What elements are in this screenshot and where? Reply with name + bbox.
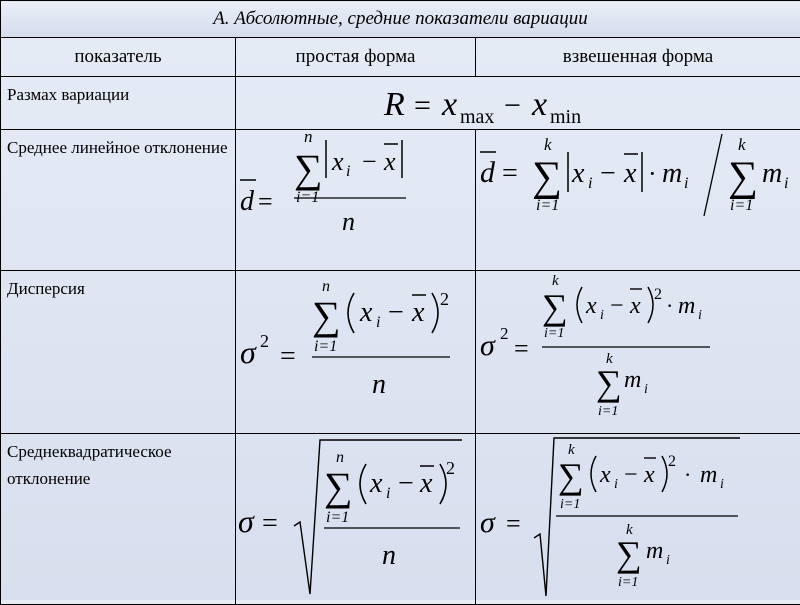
- ds-lower: i=1: [314, 338, 337, 355]
- sqrt-radical: [294, 440, 462, 594]
- ds-den: n: [372, 369, 386, 400]
- dw-m: m: [678, 293, 695, 319]
- range-max: max: [460, 106, 494, 128]
- lin-xbar: x: [383, 147, 396, 176]
- paren-left: [348, 293, 354, 333]
- formula-variance-simple-cell: [236, 271, 476, 434]
- ss-i: i: [386, 485, 390, 502]
- lw-mi2: i: [784, 175, 788, 192]
- dw-m2: m: [624, 367, 641, 393]
- paren-right: [662, 456, 667, 492]
- lw-i: i: [588, 175, 592, 192]
- ss-minus: −: [398, 468, 414, 499]
- ds-x: x: [359, 297, 373, 328]
- row-label-standard-deviation: Среднеквадратическое отклонение: [1, 434, 236, 605]
- dw-sigma: σ: [480, 329, 496, 362]
- sw-m: m: [700, 462, 717, 488]
- paren-left: [577, 287, 582, 323]
- dw-mi: i: [698, 308, 702, 323]
- formula-range-cell: [236, 77, 800, 130]
- lw-sum2: ∑: [728, 154, 758, 200]
- dw-minus: −: [610, 293, 624, 319]
- dw-x: x: [585, 293, 597, 319]
- lin-lower: i=1: [296, 189, 319, 206]
- ds-eq: =: [280, 341, 296, 372]
- ds-sum: ∑: [312, 293, 341, 338]
- sw-eq: =: [506, 509, 521, 538]
- formula-linear-simple-cell: [236, 130, 476, 271]
- lin-sum: ∑: [294, 146, 323, 191]
- dw-xbar: x: [629, 293, 641, 319]
- formula-std-simple: [236, 434, 476, 604]
- lin-i: i: [346, 163, 350, 180]
- lw-sum: ∑: [532, 154, 562, 200]
- dw-sum: ∑: [542, 287, 568, 327]
- formula-std-simple-cell: [236, 434, 476, 605]
- ss-den: n: [382, 540, 396, 571]
- lw-eq: =: [502, 158, 518, 189]
- header-weighted-form: взвешенная форма: [476, 38, 800, 77]
- row-label-range: Размах вариации: [1, 77, 236, 130]
- dw-dot: ·: [666, 293, 673, 318]
- sw-lower2: i=1: [618, 575, 638, 590]
- lw-dot: ·: [648, 159, 657, 188]
- lw-upper: k: [544, 135, 552, 154]
- range-x-min: x: [531, 86, 547, 123]
- ds-sigma: σ: [240, 334, 257, 370]
- sw-lower: i=1: [560, 497, 580, 512]
- header-simple-form: простая форма: [236, 38, 476, 77]
- sw-m2: m: [646, 538, 663, 564]
- lw-d: d: [480, 156, 496, 189]
- formula-linear-weighted-cell: [476, 130, 800, 271]
- ds-pow: 2: [440, 289, 449, 309]
- dw-upper: k: [552, 273, 559, 289]
- ss-sigma-text: σ: [238, 503, 255, 539]
- sw-pow: 2: [668, 453, 676, 470]
- lw-x: x: [571, 158, 585, 189]
- range-x-max: x: [441, 86, 457, 123]
- ss-sum: ∑: [324, 464, 353, 509]
- formula-variance-weighted-cell: [476, 271, 800, 434]
- row-label-linear-deviation: Среднее линейное отклонение: [1, 130, 236, 271]
- lw-m: m: [662, 158, 682, 189]
- formula-std-weighted-cell: [476, 434, 800, 605]
- sw-xbar: x: [643, 462, 655, 488]
- range-min: min: [550, 106, 581, 128]
- sw-minus: −: [624, 462, 638, 488]
- dw-sq: 2: [500, 324, 509, 343]
- sw-upper: k: [568, 442, 575, 458]
- sw-sigma: σ: [480, 506, 496, 539]
- lw-mi: i: [684, 175, 688, 192]
- sw-i: i: [614, 477, 618, 492]
- lin-d: d: [240, 186, 255, 217]
- row-label-variance: Дисперсия: [1, 271, 236, 434]
- formula-variance-simple: [236, 271, 476, 433]
- ss-xbar: x: [419, 468, 433, 499]
- lw-lower: i=1: [536, 197, 559, 214]
- lin-minus: −: [362, 147, 377, 176]
- dw-i: i: [600, 308, 604, 323]
- formula-range: [236, 77, 799, 129]
- sw-sum2: ∑: [616, 534, 642, 574]
- dw-lower2: i=1: [598, 404, 618, 419]
- lin-xi: x: [331, 147, 344, 176]
- division-slash: [704, 134, 722, 216]
- ss-eq: =: [262, 508, 278, 539]
- dw-sum2: ∑: [596, 363, 622, 403]
- lw-m2: m: [762, 158, 782, 189]
- dw-pow: 2: [654, 286, 662, 303]
- sw-mi2: i: [666, 553, 670, 568]
- sw-x: x: [599, 462, 611, 488]
- sw-dot: ·: [684, 462, 691, 487]
- ss-lower: i=1: [326, 509, 349, 526]
- table-title: А. Абсолютные, средние показатели вариации: [1, 1, 800, 38]
- paren-left: [360, 464, 366, 504]
- paren-right: [432, 293, 438, 333]
- formula-linear-simple: [236, 130, 476, 270]
- formula-std-weighted: [476, 434, 800, 604]
- dw-upper2: k: [606, 351, 613, 367]
- ds-i: i: [376, 314, 380, 331]
- lw-minus: −: [600, 158, 616, 189]
- sw-sum: ∑: [558, 456, 584, 496]
- paren-right: [648, 287, 653, 323]
- formula-variance-weighted: [476, 271, 800, 433]
- range-lhs: R: [383, 86, 405, 123]
- formula-linear-weighted: [476, 130, 800, 270]
- range-minus: −: [504, 89, 521, 122]
- sw-mi: i: [720, 477, 724, 492]
- lw-xbar: x: [623, 158, 637, 189]
- lw-upper2: k: [738, 135, 746, 154]
- lw-lower2: i=1: [730, 197, 753, 214]
- lin-upper: n: [304, 130, 313, 146]
- ds-upper: n: [322, 278, 330, 295]
- range-eq: =: [414, 89, 431, 122]
- paren-left: [591, 456, 596, 492]
- lin-eq: =: [258, 187, 273, 216]
- ss-upper: n: [336, 449, 344, 466]
- ds-sq: 2: [260, 331, 269, 351]
- dw-mi2: i: [644, 382, 648, 397]
- ss-pow: 2: [446, 458, 455, 478]
- sw-upper2: k: [626, 522, 633, 538]
- ds-xbar: x: [411, 297, 425, 328]
- ss-x: x: [369, 468, 383, 499]
- dw-lower: i=1: [544, 326, 564, 341]
- header-indicator: показатель: [1, 38, 236, 77]
- lin-den: n: [342, 207, 355, 236]
- dw-eq: =: [514, 334, 529, 363]
- ds-minus: −: [388, 297, 404, 328]
